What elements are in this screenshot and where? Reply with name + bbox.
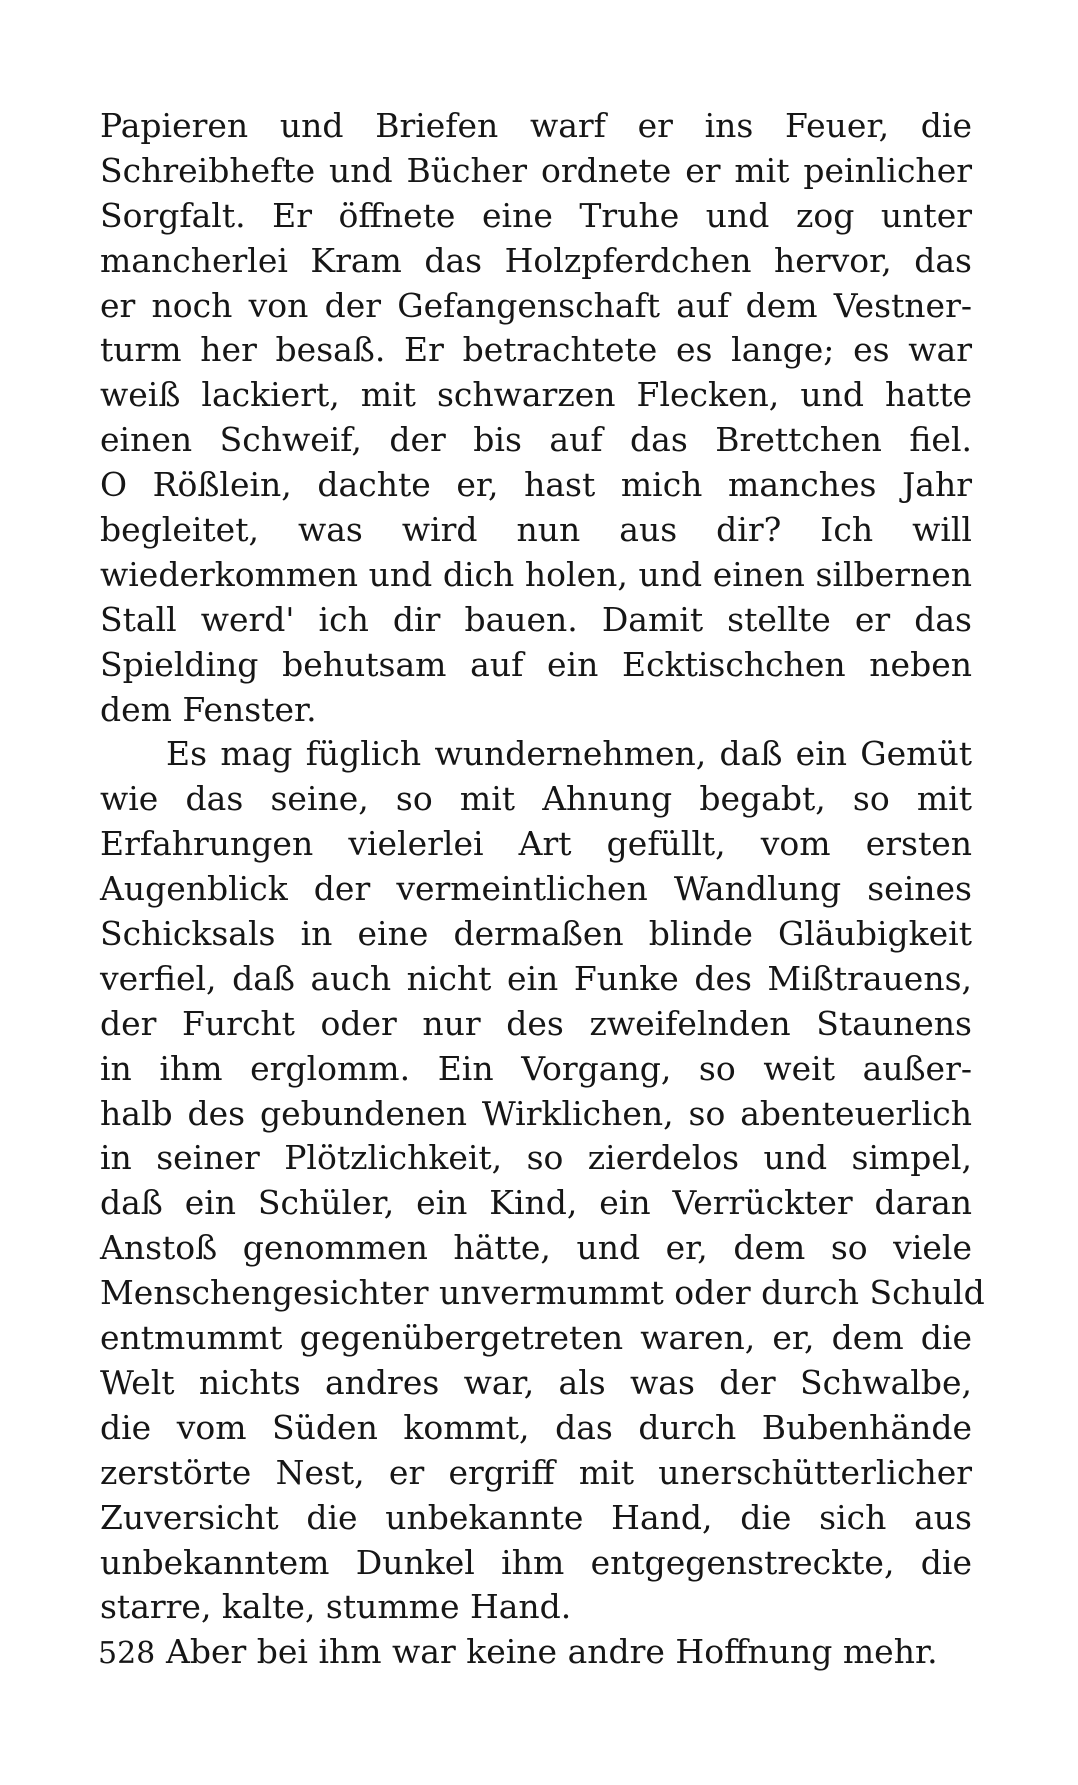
text-line: Stall werd' ich dir bauen. Damit stellte er das <box>100 599 972 639</box>
text-line: verfiel, daß auch nicht ein Funke des Mißtrauens, <box>100 958 972 998</box>
text-line: mancherlei Kram das Holzpferdchen hervor, das <box>100 240 972 280</box>
text-line: halb des gebundenen Wirklichen, so abenteuerlich <box>100 1093 972 1133</box>
text-line: Papieren und Briefen warf er ins Feuer, die <box>100 106 972 145</box>
text-line: starre, kalte, stumme Hand. <box>100 1587 572 1627</box>
text-line: Schicksals in eine dermaßen blinde Gläubigkeit <box>100 914 972 954</box>
body-text <box>100 104 985 1675</box>
text-line: Spielding behutsam auf ein Ecktischchen neben <box>100 644 972 684</box>
text-line: Schreibhefte und Bücher ordnete er mit peinlicher <box>100 150 972 190</box>
text-line: unbekanntem Dunkel ihm entgegenstreckte, die <box>100 1542 972 1582</box>
paragraph <box>100 104 972 732</box>
text-line: einen Schweif, der bis auf das Brettchen fiel. <box>100 420 972 460</box>
text-line: Erfahrungen vielerlei Art gefüllt, vom ersten <box>100 824 972 864</box>
paragraph <box>100 732 985 1630</box>
text-line: weiß lackiert, mit schwarzen Flecken, und hatte <box>100 375 972 415</box>
text-line: O Rößlein, dachte er, hast mich manches Jahr <box>100 465 972 505</box>
page-number: 528 <box>98 1636 156 1671</box>
text-line: Zuversicht die unbekannte Hand, die sich aus <box>100 1497 972 1537</box>
text-line: in seiner Plötzlichkeit, so zierdelos und simpel, <box>100 1138 972 1178</box>
text-line: Augenblick der vermeintlichen Wandlung seines <box>100 869 972 909</box>
paragraph <box>100 1630 972 1675</box>
text-line: zerstörte Nest, er ergriff mit unerschütterlicher <box>100 1452 972 1492</box>
text-line: Menschengesichter unvermummt oder durch Schuld <box>100 1273 985 1313</box>
text-line: Aber bei ihm war keine andre Hoffnung mehr. <box>166 1632 938 1672</box>
text-line: Es mag füglich wundernehmen, daß ein Gemüt <box>166 734 972 774</box>
text-line: die vom Süden kommt, das durch Bubenhände <box>100 1407 972 1447</box>
text-line: Sorgfalt. Er öffnete eine Truhe und zog unter <box>100 195 972 235</box>
text-line: der Furcht oder nur des zweifelnden Staunens <box>100 1003 972 1043</box>
text-line: wiederkommen und dich holen, und einen silbernen <box>100 554 972 594</box>
text-line: Anstoß genommen hätte, und er, dem so viele <box>100 1228 972 1268</box>
text-line: Welt nichts andres war, als was der Schwalbe, <box>100 1362 972 1402</box>
text-line: wie das seine, so mit Ahnung begabt, so mit <box>100 779 972 819</box>
text-line: in ihm erglomm. Ein Vorgang, so weit außer- <box>100 1048 972 1088</box>
text-line: er noch von der Gefangenschaft auf dem Vestner- <box>100 285 972 325</box>
text-line: dem Fenster. <box>100 689 317 729</box>
text-line: turm her besaß. Er betrachtete es lange; es war <box>100 330 972 370</box>
text-line: begleitet, was wird nun aus dir? Ich will <box>100 510 972 550</box>
text-line: daß ein Schüler, ein Kind, ein Verrückter daran <box>100 1183 972 1223</box>
text-line: entmummt gegenübergetreten waren, er, dem die <box>100 1318 972 1358</box>
